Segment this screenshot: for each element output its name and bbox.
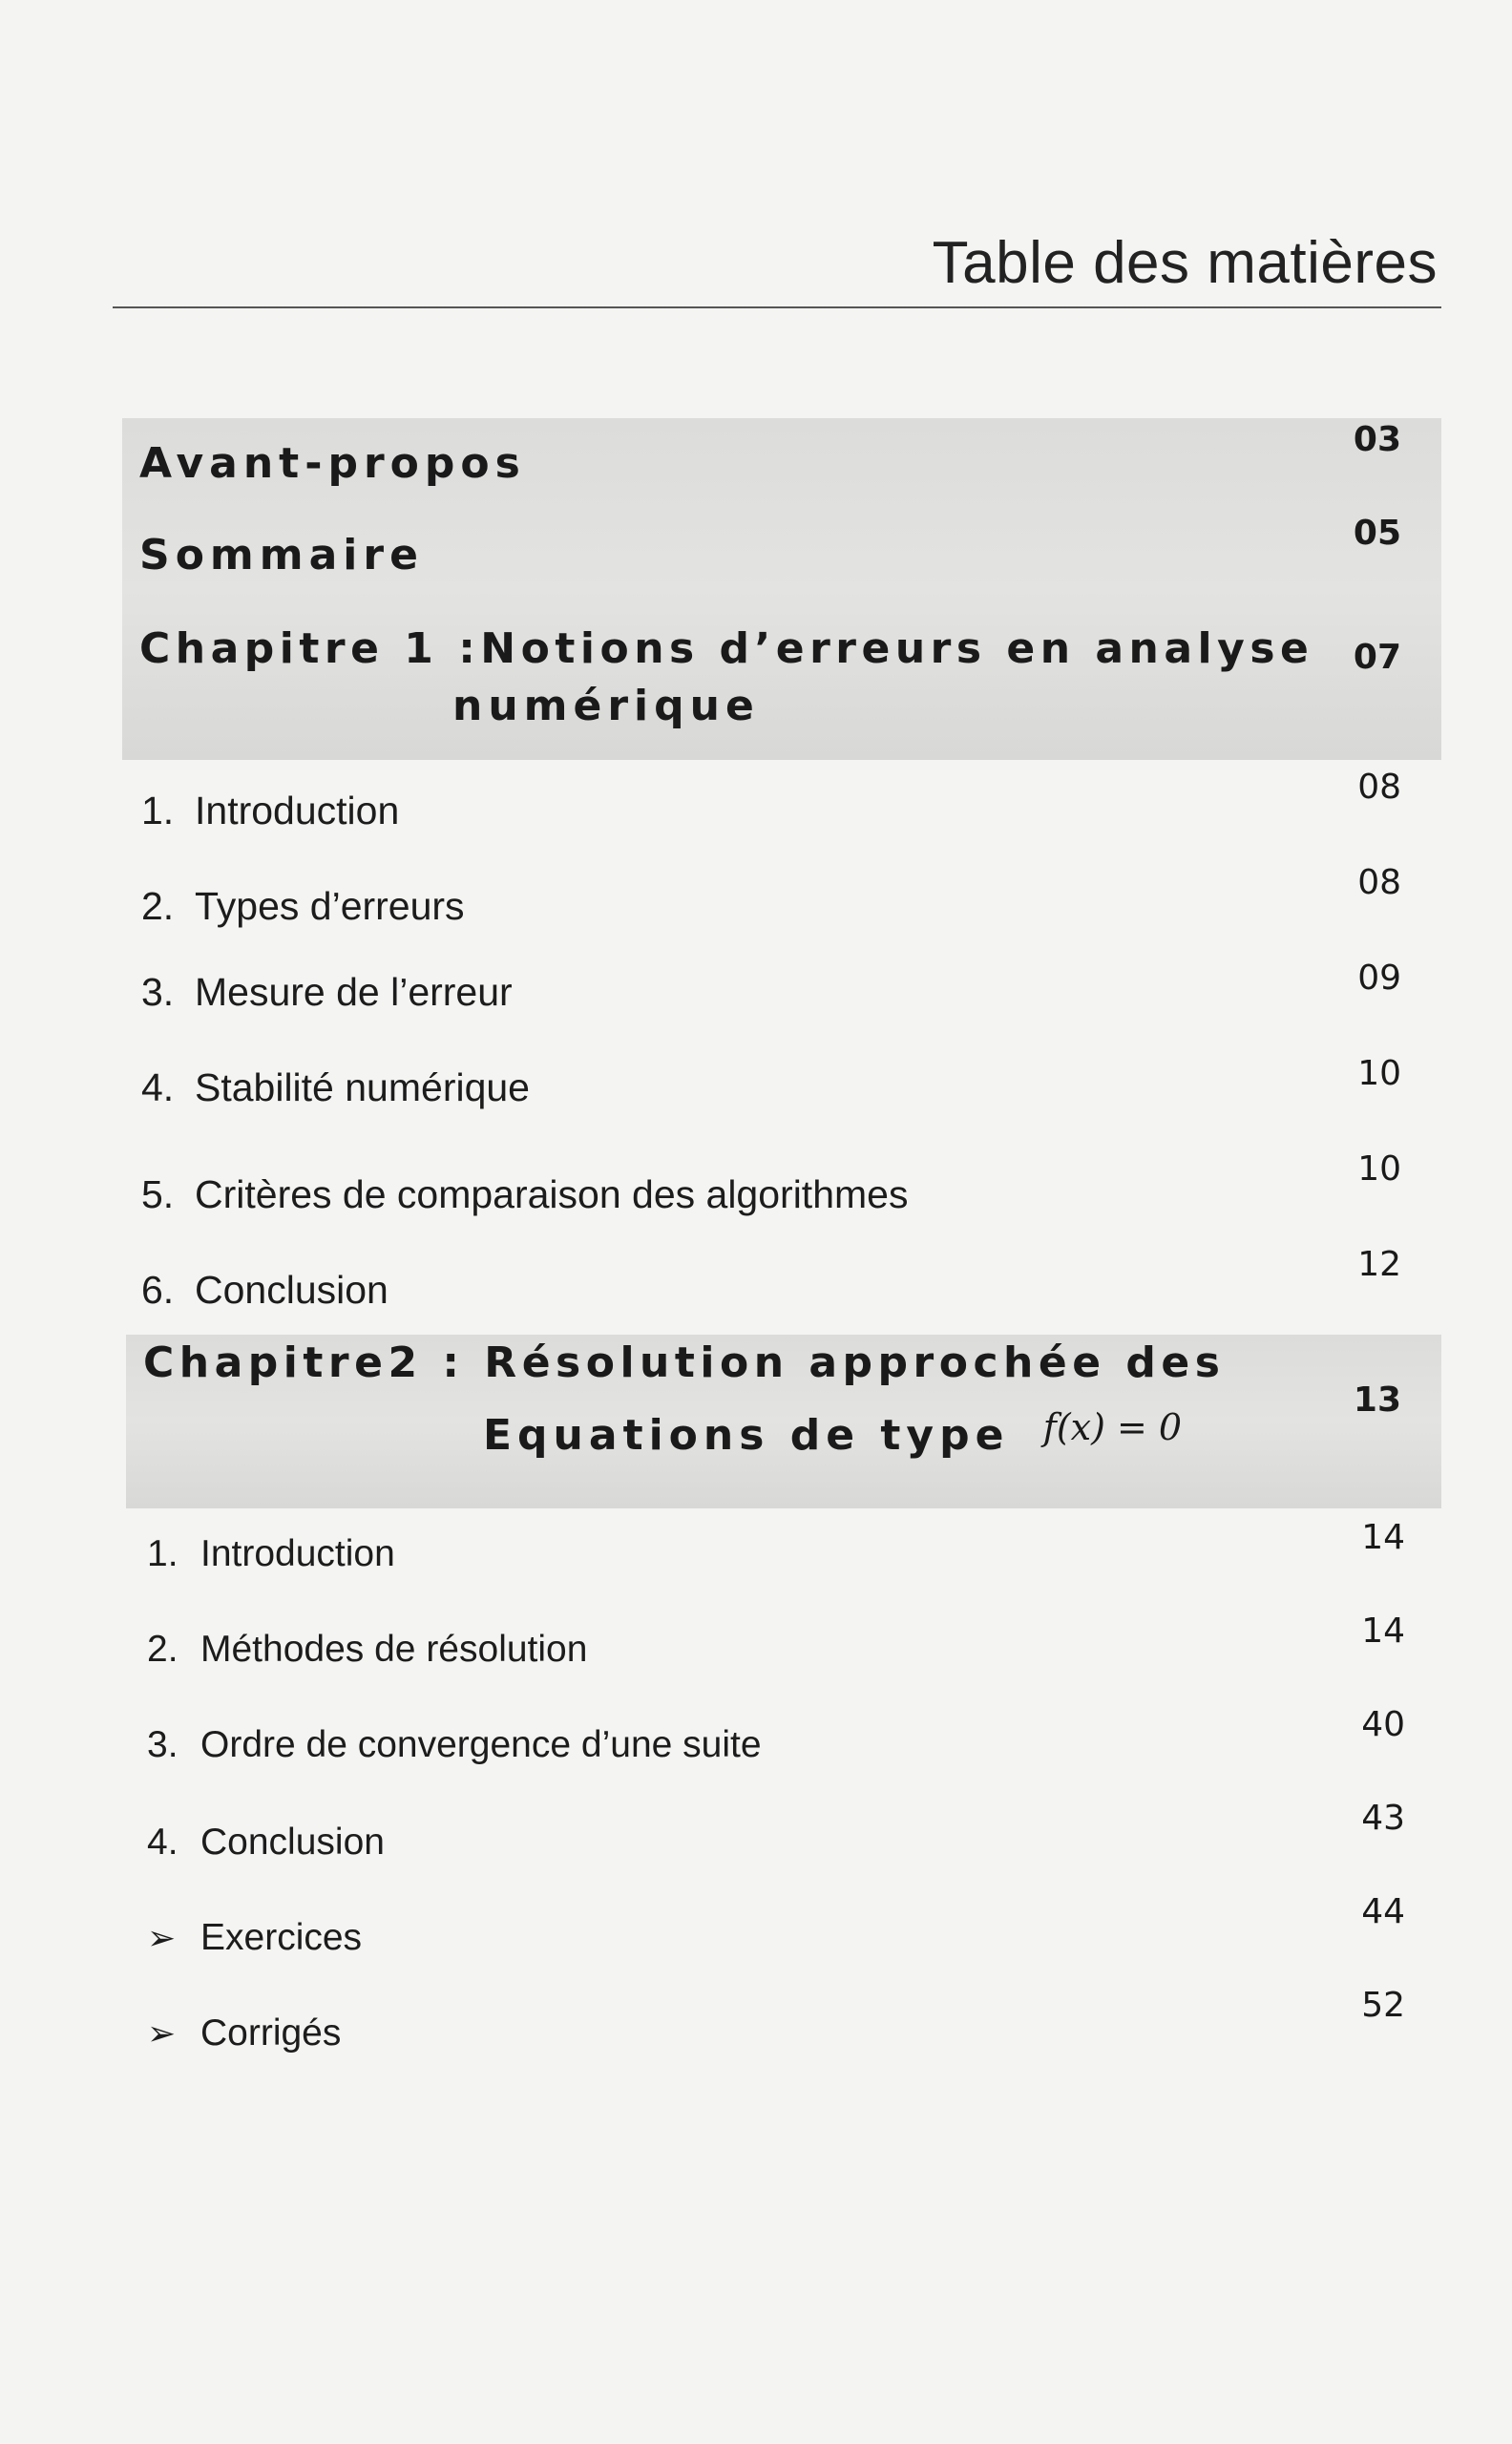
arrow-bullet-icon: ➢	[147, 2014, 177, 2054]
chapter2-title-text: Equations de type	[483, 1411, 1010, 1460]
chapter1-item	[141, 884, 465, 929]
item-page: 52	[1361, 1986, 1405, 2025]
item-number: 3.	[141, 970, 175, 1014]
item-label: Ordre de convergence d’une suite	[200, 1724, 762, 1765]
avant-propos-heading: Avant-propos	[139, 439, 526, 488]
chapter1-page: 07	[1353, 638, 1401, 677]
item-page: 12	[1357, 1245, 1401, 1284]
chapter2-item	[147, 1822, 385, 1864]
chapter1-title-line1: Chapitre 1 :Notions d’erreurs en analyse	[139, 624, 1314, 673]
chapter1-item	[141, 1065, 530, 1110]
sommaire-page: 05	[1353, 514, 1401, 553]
item-number: 1.	[147, 1533, 178, 1574]
chapter2-item	[147, 1724, 762, 1766]
item-number: 4.	[147, 1822, 178, 1863]
title-rule	[113, 306, 1441, 308]
chapter1-item	[141, 970, 513, 1015]
item-page: 08	[1357, 863, 1401, 902]
item-label: Exercices	[200, 1917, 363, 1958]
item-number: 3.	[147, 1724, 178, 1765]
item-label: Conclusion	[195, 1268, 388, 1312]
item-number: 2.	[147, 1629, 178, 1670]
item-label: Types d’erreurs	[195, 884, 465, 928]
item-page: 08	[1357, 768, 1401, 807]
item-number: 6.	[141, 1268, 175, 1312]
equation-formula: f(x) = 0	[1042, 1406, 1183, 1448]
chapter1-item	[141, 1172, 908, 1217]
item-label: Introduction	[195, 789, 400, 832]
item-page: 09	[1357, 959, 1401, 998]
item-page: 14	[1361, 1518, 1405, 1557]
chapter2-item	[147, 1917, 362, 1959]
arrow-bullet-icon: ➢	[147, 1919, 177, 1958]
item-number: 5.	[141, 1172, 175, 1216]
chapter2-title-line1: Chapitre2 : Résolution approchée des	[143, 1338, 1226, 1387]
item-number: 4.	[141, 1065, 175, 1109]
sommaire-heading: Sommaire	[139, 531, 424, 579]
item-page: 14	[1361, 1612, 1405, 1651]
chapter2-page: 13	[1353, 1380, 1401, 1420]
item-label: Corrigés	[200, 2012, 342, 2054]
item-page: 43	[1361, 1799, 1405, 1838]
page-title: Table des matières	[932, 230, 1438, 296]
item-label: Méthodes de résolution	[200, 1629, 588, 1670]
chapter2-title-line2	[483, 1406, 1183, 1460]
item-page: 10	[1357, 1054, 1401, 1093]
chapter2-item	[147, 1629, 587, 1671]
item-number: 1.	[141, 789, 175, 832]
item-label: Stabilité numérique	[195, 1065, 530, 1109]
chapter1-title-line2: numérique	[452, 682, 760, 730]
avant-propos-page: 03	[1353, 420, 1401, 459]
chapter2-item	[147, 1533, 395, 1575]
item-page: 40	[1361, 1705, 1405, 1744]
item-label: Mesure de l’erreur	[195, 970, 513, 1014]
item-number: 2.	[141, 884, 175, 928]
chapter1-item	[141, 789, 399, 833]
item-label: Critères de comparaison des algorithmes	[195, 1172, 909, 1216]
item-label: Introduction	[200, 1533, 395, 1574]
chapter1-item	[141, 1268, 388, 1313]
item-label: Conclusion	[200, 1822, 385, 1863]
item-page: 10	[1357, 1149, 1401, 1189]
chapter2-item	[147, 2012, 341, 2054]
item-page: 44	[1361, 1892, 1405, 1931]
